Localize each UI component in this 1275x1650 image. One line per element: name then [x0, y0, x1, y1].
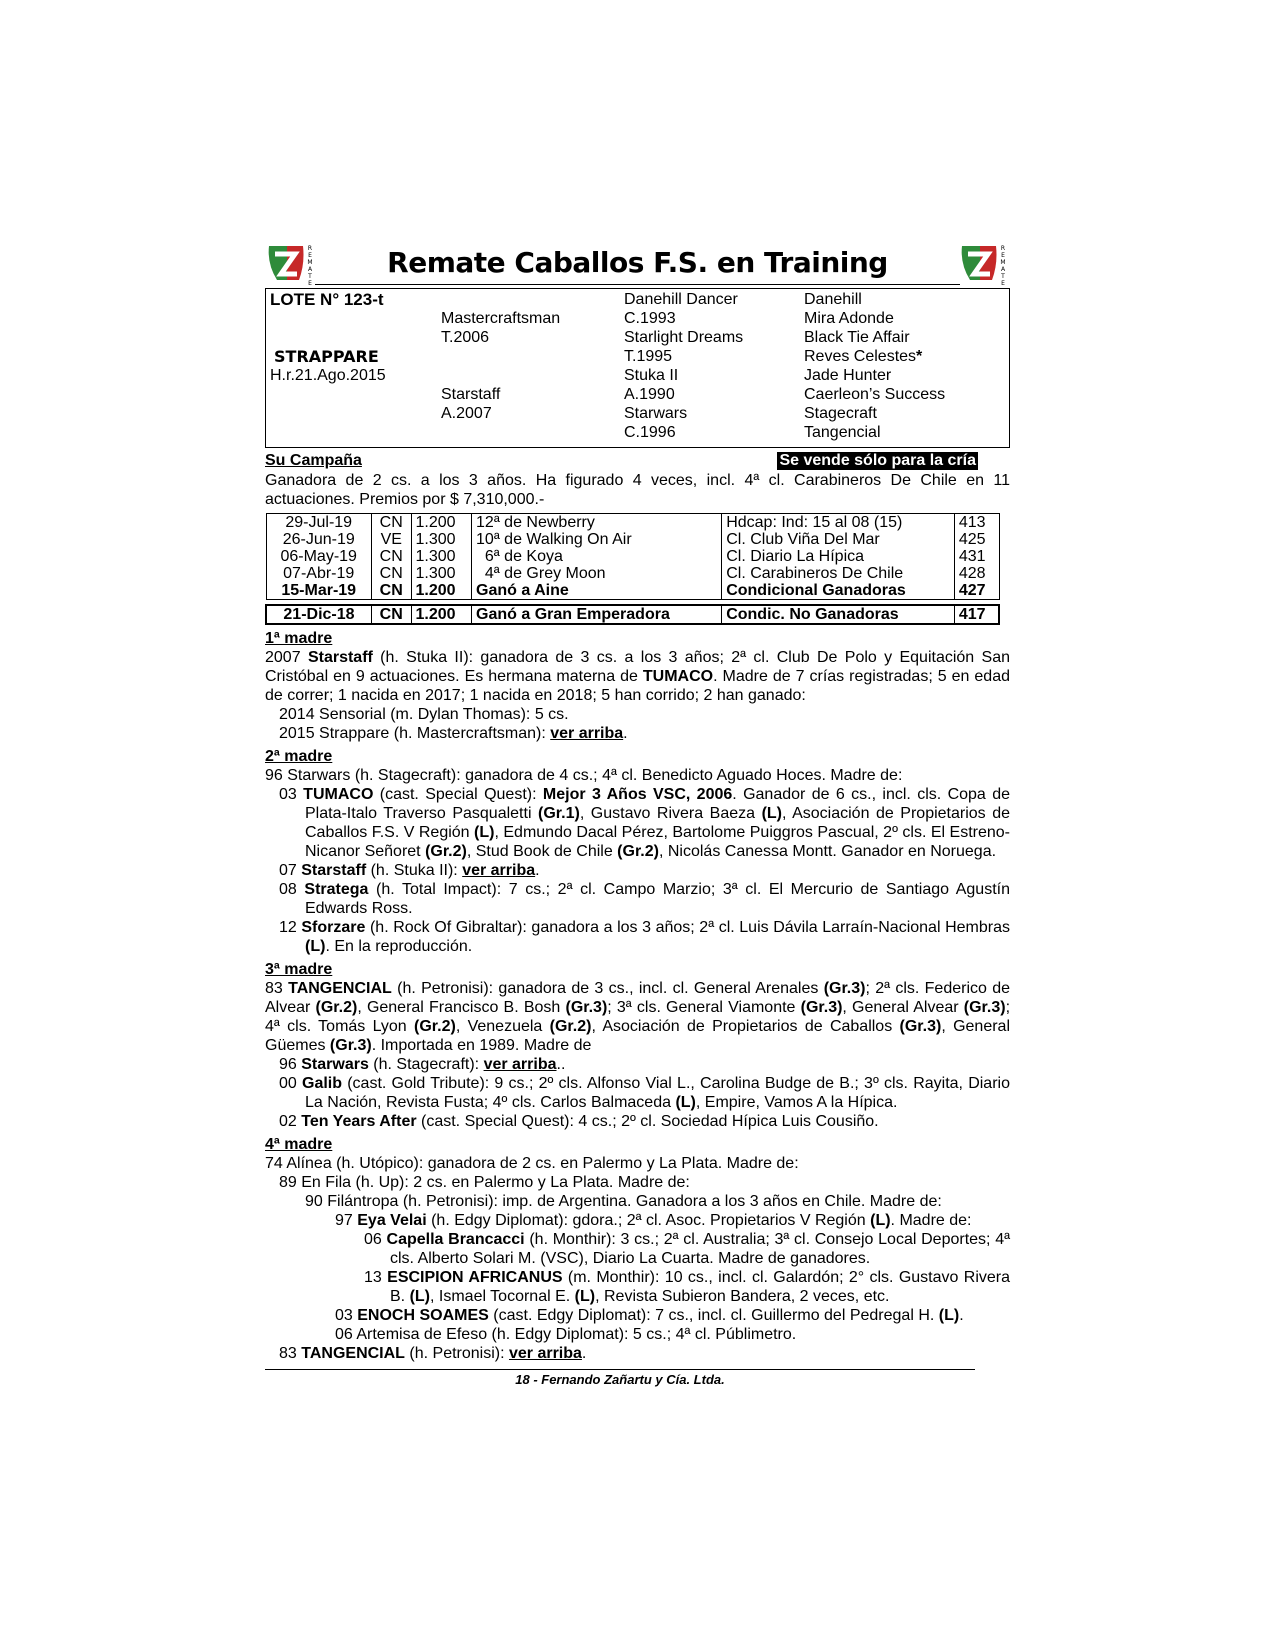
offspring-entry: 03 TUMACO (cast. Special Quest): Mejor 3 Años VSC, 2006. Ganador de 6 cs., incl. cls. Copa de Plata-Italo Traverso Pasqualetti (Gr.1), Gustavo Rivera Baeza (L), Asociación de Propietarios de Caballos F.S. V Región (L), Edmundo Dacal Pérez, Bartolome Puiggros Pascual, 2º cls. El Estreno-Nicanor Señoret (Gr.2), Stud Book de Chile (Gr.2), Nicolás Canessa Montt. Ganador en Noruega.: [279, 786, 1011, 860]
race-race: Cl. Carabineros De Chile: [722, 565, 955, 582]
race-result: 12ª de Newberry: [472, 514, 722, 532]
race-result: Ganó a Aine: [472, 582, 722, 600]
race-rating: 425: [954, 531, 999, 548]
fourth-dam-line: 89 En Fila (h. Up): 2 cs. en Palermo y La Plata. Madre de:: [279, 1174, 690, 1191]
offspring-entry: 02 Ten Years After (cast. Special Quest): 4 cs.; 2º cl. Sociedad Hípica Luis Cousiño.: [279, 1113, 879, 1130]
race-result: 4ª de Grey Moon: [472, 565, 722, 582]
svg-text:T: T: [308, 273, 312, 280]
catalog-page: [265, 240, 1010, 1387]
svg-text:A: A: [307, 266, 313, 273]
race-date: 29-Jul-19: [266, 514, 371, 532]
race-dist: 1.200: [411, 514, 471, 532]
fourth-dam-line: 03 ENOCH SOAMES (cast. Edgy Diplomat): 7 cs., incl. cl. Guillermo del Pedregal H. (L).: [335, 1307, 964, 1324]
horse-name: STRAPPARE: [274, 347, 379, 366]
dd-year: C.1996: [624, 424, 676, 441]
sale-note-badge: Se vende sólo para la cría: [779, 452, 976, 469]
offspring-entry: 07 Starstaff (h. Stuka II): ver arriba.: [279, 862, 540, 879]
race-dist: 1.300: [411, 548, 471, 565]
race-track: CN: [371, 565, 411, 582]
race-dist: 1.200: [411, 582, 471, 600]
second-dam-heading: 2ª madre: [265, 748, 333, 765]
dam-year: A.2007: [441, 405, 492, 422]
race-rating: 428: [954, 565, 999, 582]
horse-birth: H.r.21.Ago.2015: [270, 367, 386, 384]
see-above-link[interactable]: ver arriba: [508, 1345, 582, 1362]
ddd-name: Tangencial: [804, 424, 881, 441]
race-result: 6ª de Koya: [472, 548, 722, 565]
sd-name: Starlight Dreams: [624, 329, 744, 346]
third-dam-heading: 3ª madre: [265, 961, 333, 978]
dss-name: Jade Hunter: [804, 367, 892, 384]
ssd-name: Mira Adonde: [804, 310, 894, 327]
sss-name: Danehill: [804, 291, 862, 308]
race-track: CN: [371, 582, 411, 600]
second-dam-intro: 96 Starwars (h. Stagecraft): ganadora de 4 cs.; 4ª cl. Benedicto Aguado Hoces. Madre de:: [265, 767, 903, 784]
race-dist: 1.200: [411, 605, 471, 624]
race-race: Condic. No Ganadoras: [722, 605, 955, 624]
svg-text:M: M: [1000, 259, 1006, 266]
race-race: Hdcap: Ind: 15 al 08 (15): [722, 514, 955, 532]
race-dist: 1.300: [411, 531, 471, 548]
race-track: CN: [371, 514, 411, 532]
race-rating: 417: [954, 605, 999, 624]
page-footer: 18 - Fernando Zañartu y Cía. Ltda.: [515, 1372, 725, 1387]
fourth-dam-line: 74 Alínea (h. Utópico): ganadora de 2 cs. en Palermo y La Plata. Madre de:: [265, 1155, 799, 1172]
race-track: CN: [371, 548, 411, 565]
race-table: [265, 513, 1000, 625]
race-track: CN: [371, 605, 411, 624]
race-result: Ganó a Gran Emperadora: [472, 605, 722, 624]
dd-name: Starwars: [624, 405, 688, 422]
campaign-summary: Ganadora de 2 cs. a los 3 años. Ha figurado 4 veces, incl. 4ª cl. Carabineros De Chile en 11 actuaciones. Premios por $ 7,310,000.-: [265, 472, 1010, 508]
fourth-dam-line: 90 Filántropa (h. Petronisi): imp. de Argentina. Ganadora a los 3 años en Chile. Madre de:: [305, 1193, 942, 1210]
svg-text:E: E: [1001, 252, 1005, 259]
svg-text:E: E: [1001, 280, 1005, 286]
race-rating: 427: [954, 582, 999, 600]
race-row: [266, 605, 999, 624]
offspring-entry: 00 Galib (cast. Gold Tribute): 9 cs.; 2º cls. Alfonso Vial L., Carolina Budge de B.; 3º cls. Rayita, Diario La Nación, Revista Fusta; 4º cls. Carlos Balmaceda (L), Empire, Vamos A la Hípica.: [279, 1075, 1010, 1111]
race-date: 15-Mar-19: [266, 582, 371, 600]
first-dam-heading: 1ª madre: [265, 630, 333, 647]
offspring-entry: 96 Starwars (h. Stagecraft): ver arriba..: [279, 1056, 566, 1073]
offspring-line: 2014 Sensorial (m. Dylan Thomas): 5 cs.: [279, 706, 569, 723]
ss-year: C.1993: [624, 310, 676, 327]
campaign-header: [265, 452, 1010, 471]
sd-year: T.1995: [624, 348, 673, 365]
svg-text:T: T: [1001, 273, 1005, 280]
race-rating: 431: [954, 548, 999, 565]
svg-text:R: R: [1000, 245, 1006, 252]
race-date: 21-Dic-18: [266, 605, 371, 624]
race-row: [266, 582, 999, 600]
zanartu-logo-icon: [958, 240, 1010, 286]
race-row: [266, 531, 999, 548]
race-date: 26-Jun-19: [266, 531, 371, 548]
race-race: Cl. Club Viña Del Mar: [722, 531, 955, 548]
see-above-link[interactable]: ver arriba: [462, 862, 536, 879]
page-header: [265, 240, 1010, 292]
sire-name: Mastercraftsman: [441, 310, 561, 327]
race-race: Cl. Diario La Hípica: [722, 548, 955, 565]
third-dam-intro: 83 TANGENCIAL (h. Petronisi): ganadora de 3 cs., incl. cl. General Arenales (Gr.3); 2ª cls. Federico de Alvear (Gr.2), General Francisco B. Bosh (Gr.3); 3ª cls. General Viamonte (Gr.3), General Alvear (Gr.3); 4ª cls. Tomás Lyon (Gr.2), Venezuela (Gr.2), Asociación de Propietarios de Caballos (Gr.3), General Güemes (Gr.3). Importada en 1989. Madre de: [265, 980, 1011, 1054]
page-title: Remate Caballos F.S. en Training: [387, 246, 888, 279]
see-above-link[interactable]: ver arriba: [483, 1056, 557, 1073]
ss-name: Danehill Dancer: [624, 291, 738, 308]
import-mark: *: [916, 348, 923, 365]
race-dist: 1.300: [411, 565, 471, 582]
sds-name: Black Tie Affair: [804, 329, 910, 346]
offspring-line: 2015 Strappare (h. Mastercraftsman): ver arriba.: [279, 725, 628, 742]
ds-name: Stuka II: [624, 367, 679, 384]
fourth-dam-line: 83 TANGENCIAL (h. Petronisi): ver arriba.: [279, 1345, 587, 1362]
svg-text:E: E: [308, 280, 312, 286]
svg-text:E: E: [308, 252, 312, 259]
svg-text:M: M: [307, 259, 313, 266]
dsd-name: Caerleon’s Success: [804, 386, 946, 403]
race-date: 07-Abr-19: [266, 565, 371, 582]
footer-rule: [265, 1369, 975, 1370]
race-rating: 413: [954, 514, 999, 532]
race-row: [266, 565, 999, 582]
race-result: 10ª de Walking On Air: [472, 531, 722, 548]
ds-year: A.1990: [624, 386, 675, 403]
sdd-name: Reves Celestes*: [804, 348, 923, 365]
dds-name: Stagecraft: [804, 405, 877, 422]
lot-number: LOTE N° 123-t: [270, 290, 384, 309]
sire-year: T.2006: [441, 329, 490, 346]
race-row: [266, 548, 999, 565]
header-rule: [315, 284, 960, 285]
svg-text:R: R: [307, 245, 313, 252]
svg-text:A: A: [1000, 266, 1006, 273]
zanartu-logo-icon: [265, 240, 317, 286]
campaign-label: Su Campaña: [265, 452, 362, 469]
offspring-entry: 12 Sforzare (h. Rock Of Gibraltar): ganadora a los 3 años; 2ª cl. Luis Dávila Larraín-Nacional Hembras (L). En la reproducción.: [279, 919, 1010, 955]
dam-name: Starstaff: [441, 386, 501, 403]
pedigree-box: [265, 288, 1010, 448]
race-row: [266, 514, 999, 532]
fourth-dam-line: 06 Artemisa de Efeso (h. Edgy Diplomat): 5 cs.; 4ª cl. Públimetro.: [335, 1326, 797, 1343]
race-race: Condicional Ganadoras: [722, 582, 955, 600]
race-date: 06-May-19: [266, 548, 371, 565]
race-track: VE: [371, 531, 411, 548]
fourth-dam-line: 97 Eya Velai (h. Edgy Diplomat): gdora.; 2ª cl. Asoc. Propietarios V Región (L). Madre de:: [335, 1212, 972, 1229]
offspring-entry: 08 Stratega (h. Total Impact): 7 cs.; 2ª cl. Campo Marzio; 3ª cl. El Mercurio de Santiago Agustín Edwards Ross.: [279, 881, 1010, 917]
first-dam-text: 2007 Starstaff (h. Stuka II): ganadora de 3 cs. a los 3 años; 2ª cl. Club De Polo y Equitación San Cristóbal en 9 actuaciones. Es hermana materna de TUMACO. Madre de 7 crías registradas; 5 en edad de correr; 1 nacida en 2017; 1 nacida en 2018; 5 han corrido; 2 han ganado:: [265, 649, 1011, 704]
fourth-dam-heading: 4ª madre: [265, 1136, 333, 1153]
fourth-dam-line: 13 ESCIPION AFRICANUS (m. Monthir): 10 cs., incl. cl. Galardón; 2° cls. Gustavo Rivera B. (L), Ismael Tocornal E. (L), Revista Subieron Bandera, 2 veces, etc.: [364, 1269, 1010, 1305]
see-above-link[interactable]: ver arriba: [550, 725, 624, 742]
fourth-dam-line: 06 Capella Brancacci (h. Monthir): 3 cs.; 2ª cl. Australia; 3ª cl. Consejo Local Deportes; 4ª cls. Alberto Solari M. (VSC), Diario La Cuarta. Madre de ganadores.: [364, 1231, 1011, 1267]
